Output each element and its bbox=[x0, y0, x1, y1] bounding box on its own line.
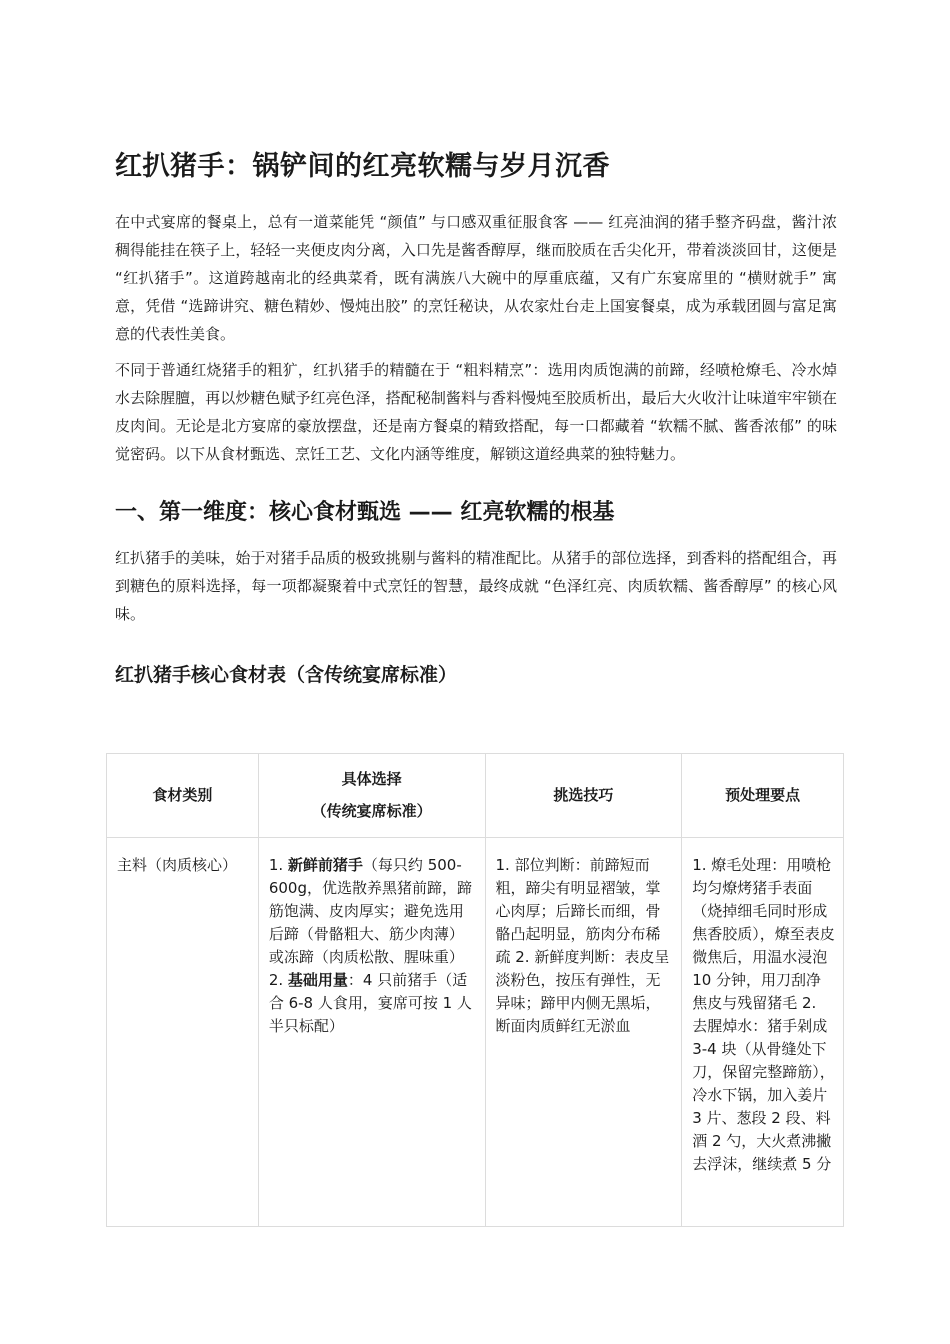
header-selection-line2: （传统宴席标准） bbox=[311, 802, 432, 820]
cell-selection bbox=[258, 838, 485, 1227]
selection-text-1: （每只约 500-600g，优选散养黑猪前蹄，蹄筋饱满、皮肉厚实；避免选用后蹄（骨骼粗大、筋少肉薄）或冻蹄（肉质松散、腥味重）2. bbox=[268, 856, 472, 989]
selection-bold-2: 基础用量 bbox=[287, 971, 348, 989]
table-header-row bbox=[107, 754, 844, 838]
cell-category: 主料（肉质核心） bbox=[107, 838, 259, 1227]
intro-paragraph-1: 在中式宴席的餐桌上，总有一道菜能凭 “颜值” 与口感双重征服食客 —— 红亮油润的猪手整齐码盘，酱汁浓稠得能挂在筷子上，轻轻一夹便皮肉分离，入口先是酱香醇厚，继而胶质在舌尖化开，带着淡淡回甘，这便是 “红扒猪手”。这道跨越南北的经典菜肴，既有满族八大碗中的厚重底蕴，又有广东宴席里的 “横财就手” 寓意，凭借 “选蹄讲究、糖色精妙、慢炖出胶” 的烹饪秘诀，从农家灶台走上国宴餐桌，成为承载团圆与富足寓意的代表性美食。 bbox=[115, 213, 837, 343]
cell-prep: 1. 燎毛处理：用喷枪均匀燎烤猪手表面（烧掉细毛同时形成焦香胶质），燎至表皮微焦后，用温水浸泡 10 分钟，用刀刮净焦皮与残留猪毛 2. 去腥焯水：猪手剁成 3-4 块（从骨缝处下刀，保留完整蹄筋），冷水下锅，加入姜片 3 片、葱段 2 段、料酒 2 勺，大火煮沸撇去浮沫，继续煮 5 分 bbox=[682, 838, 844, 1227]
page-title: 红扒猪手：锅铲间的红亮软糯与岁月沉香 bbox=[115, 151, 610, 182]
header-selection-line1: 具体选择 bbox=[341, 770, 402, 788]
table-title: 红扒猪手核心食材表（含传统宴席标准） bbox=[115, 664, 458, 686]
section-heading: 一、第一维度：核心食材甄选 —— 红亮软糯的根基 bbox=[115, 500, 615, 525]
document-page bbox=[115, 148, 837, 690]
ingredients-table bbox=[106, 753, 844, 1227]
selection-prefix: 1. bbox=[268, 856, 288, 874]
header-selection bbox=[258, 754, 485, 838]
header-category: 食材类别 bbox=[107, 754, 259, 838]
header-tips: 挑选技巧 bbox=[485, 754, 682, 838]
section-paragraph: 红扒猪手的美味，始于对猪手品质的极致挑剔与酱料的精准配比。从猪手的部位选择，到香料的搭配组合，再到糖色的原料选择，每一项都凝聚着中式烹饪的智慧，最终成就 “色泽红亮、肉质软糯、酱香醇厚” 的核心风味。 bbox=[115, 549, 837, 623]
intro-paragraph-2: 不同于普通红烧猪手的粗犷，红扒猪手的精髓在于 “粗料精烹”：选用肉质饱满的前蹄，经喷枪燎毛、冷水焯水去除腥膻，再以炒糖色赋予红亮色泽，搭配秘制酱料与香料慢炖至胶质析出，最后大火收汁让味道牢牢锁在皮肉间。无论是北方宴席的豪放摆盘，还是南方餐桌的精致搭配，每一口都藏着 “软糯不腻、酱香浓郁” 的味觉密码。以下从食材甄选、烹饪工艺、文化内涵等维度，解锁这道经典菜的独特魅力。 bbox=[115, 361, 837, 463]
selection-bold-1: 新鲜前猪手 bbox=[287, 856, 363, 874]
table-row bbox=[107, 838, 844, 1227]
selection-text-2: ：4 只前猪手（适合 6-8 人食用，宴席可按 1 人半只标配） bbox=[268, 971, 472, 1035]
header-prep: 预处理要点 bbox=[682, 754, 844, 838]
cell-tips: 1. 部位判断：前蹄短而粗，蹄尖有明显褶皱，掌心肉厚；后蹄长而细，骨骼凸起明显，筋肉分布稀疏 2. 新鲜度判断：表皮呈淡粉色，按压有弹性，无异味；蹄甲内侧无黑垢，断面肉质鲜红无淤血 bbox=[485, 838, 682, 1227]
